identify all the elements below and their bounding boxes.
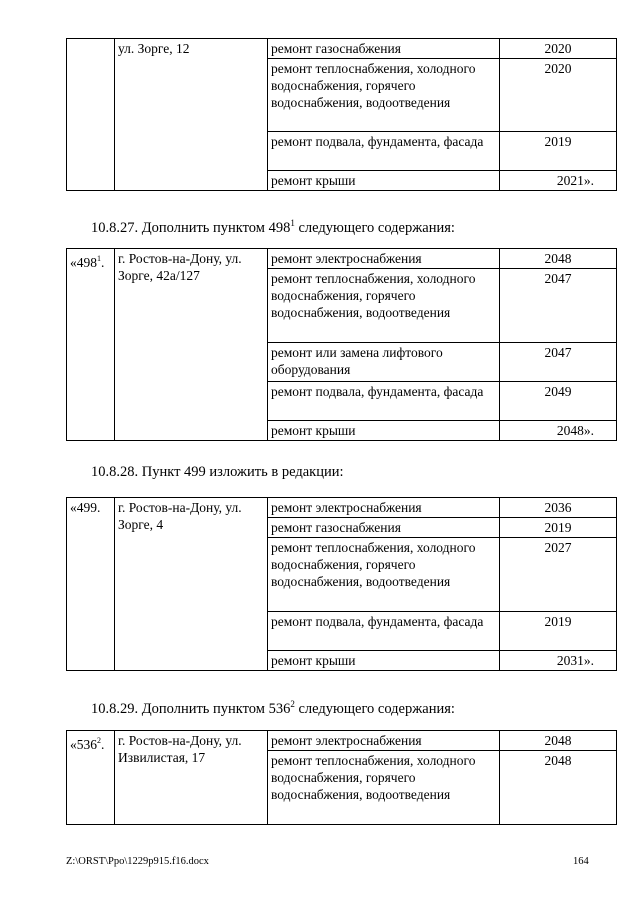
work-type: ремонт электроснабжения (268, 498, 500, 518)
work-year: 2021». (500, 171, 617, 191)
table-item-536-2 (66, 730, 617, 825)
work-year: 2049 (500, 382, 617, 421)
table-item-zorge-12 (66, 38, 617, 191)
work-year: 2031». (500, 651, 617, 671)
work-type: ремонт теплоснабжения, холодного водоснабжения, горячего водоснабжения, водоотведения (268, 538, 500, 612)
work-year: 2019 (500, 612, 617, 651)
work-year: 2020 (500, 39, 617, 59)
paragraph-10-8-29 (91, 695, 455, 718)
paragraph-text: 10.8.27. Дополнить пунктом 498 (91, 220, 291, 236)
work-year: 2019 (500, 518, 617, 538)
item-number-text: «498 (70, 255, 97, 270)
item-number-tail: . (101, 737, 105, 752)
work-year: 2047 (500, 343, 617, 382)
item-number (67, 39, 115, 191)
work-type: ремонт крыши (268, 421, 500, 441)
work-type: ремонт газоснабжения (268, 39, 500, 59)
item-address: г. Ростов-на-Дону, ул. Зорге, 42а/127 (115, 249, 268, 441)
work-year: 2048 (500, 249, 617, 269)
item-number-text: «536 (70, 737, 97, 752)
table-item-498-1 (66, 248, 617, 441)
footer-page-number: 164 (573, 856, 589, 867)
work-year: 2048». (500, 421, 617, 441)
work-year: 2036 (500, 498, 617, 518)
work-type: ремонт подвала, фундамента, фасада (268, 612, 500, 651)
work-type: ремонт теплоснабжения, холодного водоснабжения, горячего водоснабжения, водоотведения (268, 269, 500, 343)
paragraph-text-tail: следующего содержания: (294, 701, 455, 717)
work-type: ремонт электроснабжения (268, 731, 500, 751)
work-type: ремонт электроснабжения (268, 249, 500, 269)
work-type: ремонт подвала, фундамента, фасада (268, 132, 500, 171)
work-type: ремонт или замена лифтового оборудования (268, 343, 500, 382)
item-address: ул. Зорге, 12 (115, 39, 268, 191)
work-type: ремонт крыши (268, 171, 500, 191)
superscript: 1 (97, 254, 101, 263)
work-year: 2048 (500, 731, 617, 751)
table-item-499 (66, 497, 617, 671)
paragraph-10-8-27 (91, 214, 455, 237)
item-address: г. Ростов-на-Дону, ул. Извилистая, 17 (115, 731, 268, 825)
work-type: ремонт крыши (268, 651, 500, 671)
work-year: 2019 (500, 132, 617, 171)
work-type: ремонт теплоснабжения, холодного водоснабжения, горячего водоснабжения, водоотведения (268, 59, 500, 132)
work-type: ремонт газоснабжения (268, 518, 500, 538)
work-type: ремонт подвала, фундамента, фасада (268, 382, 500, 421)
superscript: 2 (290, 699, 295, 709)
paragraph-text: 10.8.29. Дополнить пунктом 536 (91, 701, 291, 717)
superscript: 1 (290, 218, 295, 228)
footer-file-path: Z:\ORST\Ppo\1229p915.f16.docx (66, 856, 209, 867)
work-type: ремонт теплоснабжения, холодного водоснабжения, горячего водоснабжения, водоотведения (268, 751, 500, 825)
item-number-tail: . (101, 255, 105, 270)
work-year: 2027 (500, 538, 617, 612)
item-address: г. Ростов-на-Дону, ул. Зорге, 4 (115, 498, 268, 671)
paragraph-10-8-28: 10.8.28. Пункт 499 изложить в редакции: (91, 464, 344, 480)
superscript: 2 (97, 736, 101, 745)
item-number (67, 249, 115, 441)
work-year: 2020 (500, 59, 617, 132)
item-number: «499. (67, 498, 115, 671)
paragraph-text-tail: следующего содержания: (294, 220, 455, 236)
work-year: 2048 (500, 751, 617, 825)
work-year: 2047 (500, 269, 617, 343)
item-number (67, 731, 115, 825)
